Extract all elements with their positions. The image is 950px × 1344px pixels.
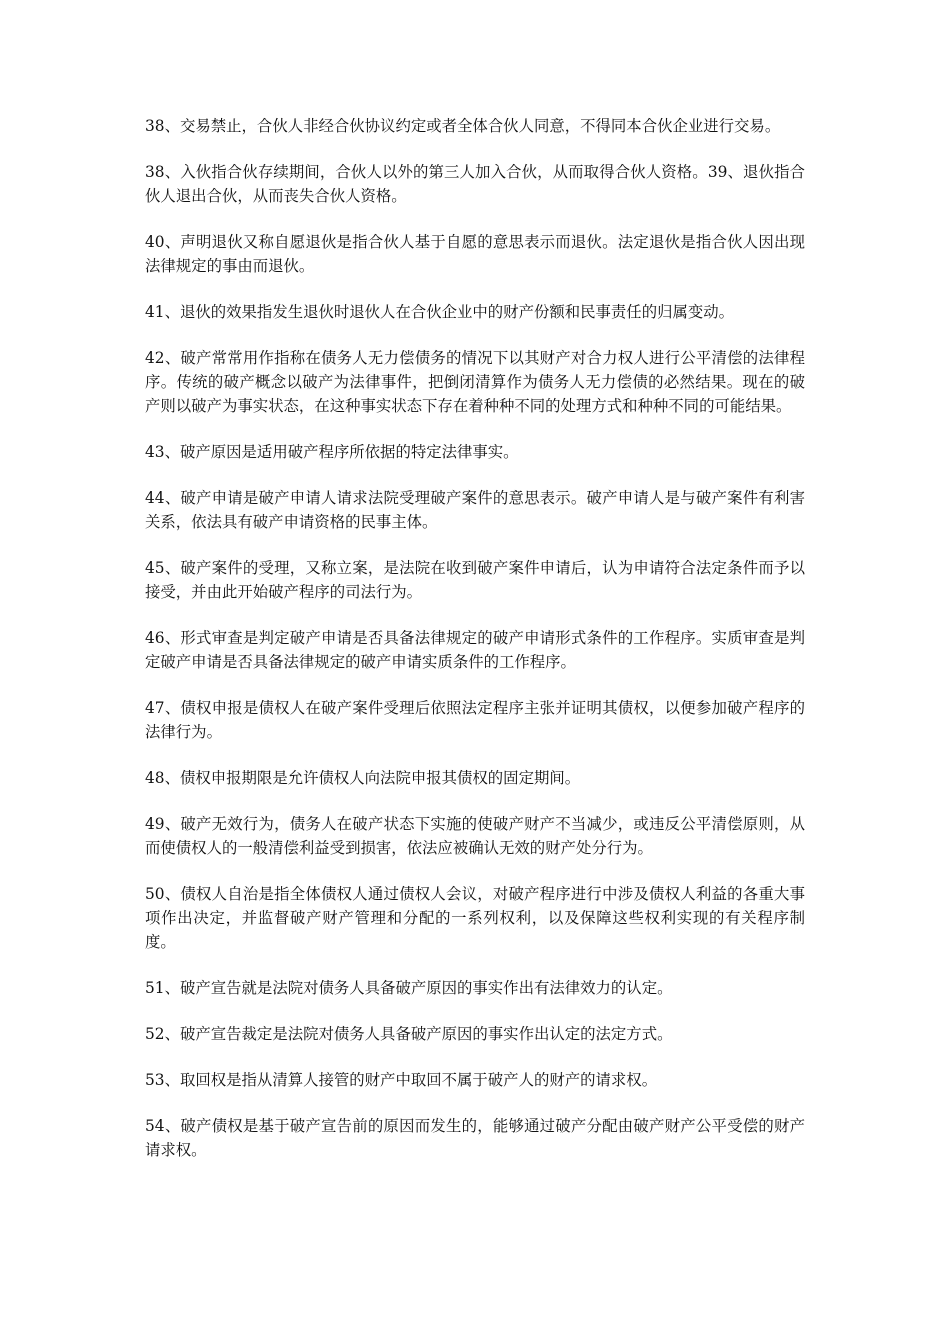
paragraph-50-creditor-autonomy: 50、债权人自治是指全体债权人通过债权人会议，对破产程序进行中涉及债权人利益的各重大事项作出决定，并监督破产财产管理和分配的一系列权利，以及保障这些权利实现的有关程序制度。 <box>145 885 805 951</box>
paragraph-43-bankruptcy-cause: 43、破产原因是适用破产程序所依据的特定法律事实。 <box>145 443 519 461</box>
paragraph-46-formal-review: 46、形式审查是判定破产申请是否具备法律规定的破产申请形式条件的工作程序。实质审查是判定破产申请是否具备法律规定的破产申请实质条件的工作程序。 <box>145 629 805 671</box>
paragraph-54-bankruptcy-claims: 54、破产债权是基于破产宣告前的原因而发生的，能够通过破产分配由破产财产公平受偿的财产请求权。 <box>145 1117 805 1159</box>
document-body <box>145 114 805 1184</box>
paragraph-48-declaration-period: 48、债权申报期限是允许债权人向法院申报其债权的固定期间。 <box>145 769 581 787</box>
paragraph-47-claim-declaration: 47、债权申报是债权人在破产案件受理后依照法定程序主张并证明其债权，以便参加破产程序的法律行为。 <box>145 699 805 741</box>
paragraph-49-invalid-acts: 49、破产无效行为，债务人在破产状态下实施的使破产财产不当减少，或违反公平清偿原则，从而使债权人的一般清偿利益受到损害，依法应被确认无效的财产处分行为。 <box>145 815 805 857</box>
paragraph-51-bankruptcy-declaration: 51、破产宣告就是法院对债务人具备破产原因的事实作出有法律效力的认定。 <box>145 979 673 997</box>
paragraph-52-declaration-ruling: 52、破产宣告裁定是法院对债务人具备破产原因的事实作出认定的法定方式。 <box>145 1025 673 1043</box>
paragraph-40-voluntary-withdrawal: 40、声明退伙又称自愿退伙是指合伙人基于自愿的意思表示而退伙。法定退伙是指合伙人因出现法律规定的事由而退伙。 <box>145 233 805 275</box>
paragraph-42-bankruptcy-definition: 42、破产常常用作指称在债务人无力偿债务的情况下以其财产对合力权人进行公平清偿的法律程序。传统的破产概念以破产为法律事件，把倒闭清算作为债务人无力偿债的必然结果。现在的破产则以破产为事实状态，在这种事实状态下存在着种种不同的处理方式和种种不同的可能结果。 <box>145 349 805 415</box>
paragraph-38-trade-prohibition: 38、交易禁止，合伙人非经合伙协议约定或者全体合伙人同意，不得同本合伙企业进行交易。 <box>145 117 781 135</box>
paragraph-38-joining-partnership: 38、入伙指合伙存续期间，合伙人以外的第三人加入合伙，从而取得合伙人资格。39、退伙指合伙人退出合伙，从而丧失合伙人资格。 <box>145 163 805 205</box>
paragraph-53-right-of-recovery: 53、取回权是指从清算人接管的财产中取回不属于破产人的财产的请求权。 <box>145 1071 658 1089</box>
paragraph-41-withdrawal-effect: 41、退伙的效果指发生退伙时退伙人在合伙企业中的财产份额和民事责任的归属变动。 <box>145 303 735 321</box>
paragraph-44-bankruptcy-application: 44、破产申请是破产申请人请求法院受理破产案件的意思表示。破产申请人是与破产案件有利害关系，依法具有破产申请资格的民事主体。 <box>145 489 805 531</box>
paragraph-45-case-acceptance: 45、破产案件的受理，又称立案，是法院在收到破产案件申请后，认为申请符合法定条件而予以接受，并由此开始破产程序的司法行为。 <box>145 559 805 601</box>
